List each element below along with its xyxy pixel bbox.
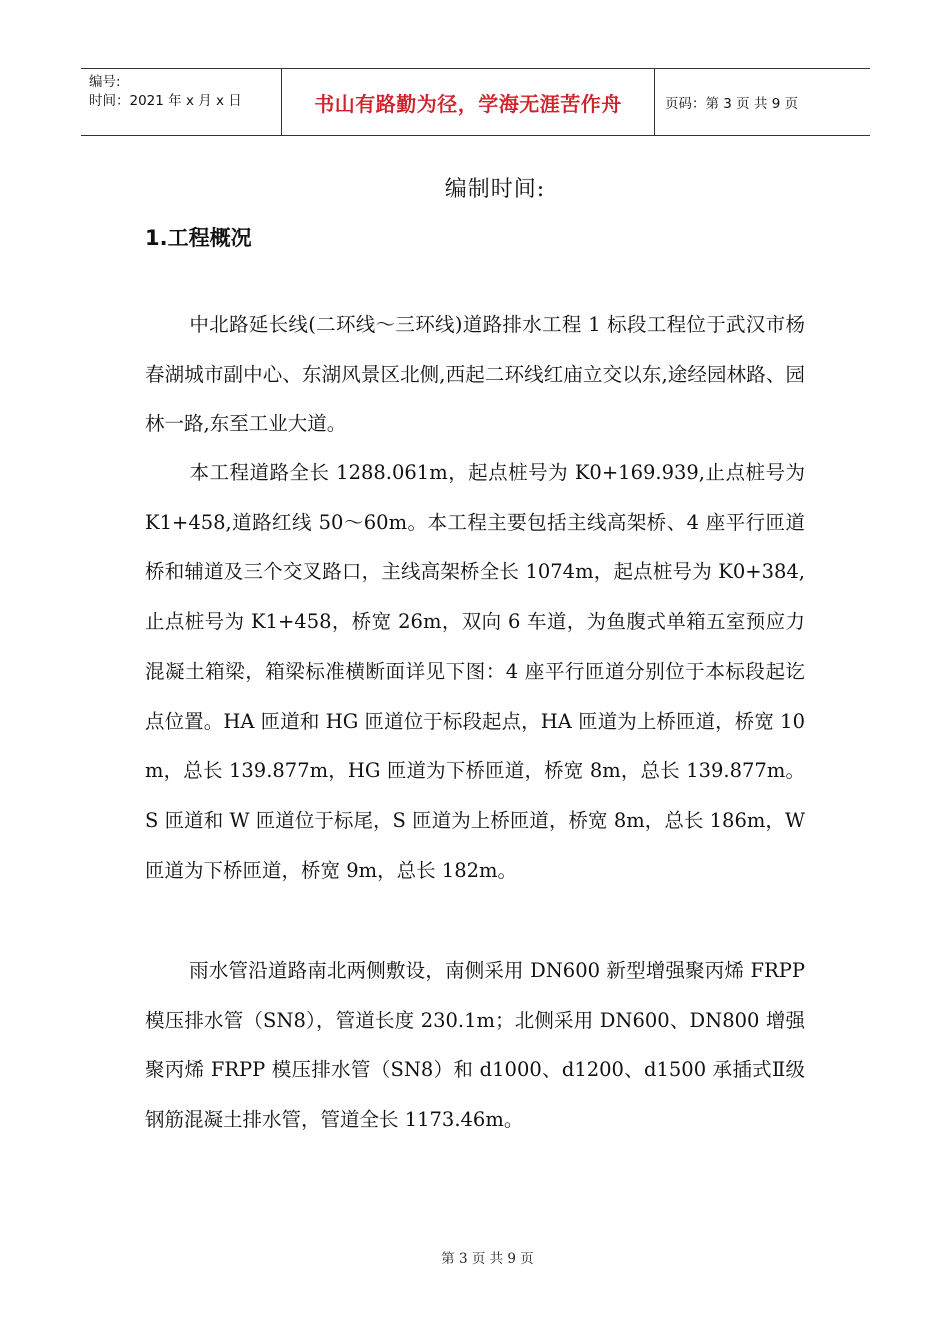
document-number-label: 编号: (89, 74, 121, 90)
paragraph-drainage (145, 946, 805, 1145)
paragraph-project-location (145, 300, 805, 449)
header-page-code: 页码：第 3 页 共 9 页 (665, 96, 799, 112)
header-motto: 书山有路勤为径，学海无涯苦作舟 (281, 69, 655, 135)
page-header (81, 68, 870, 136)
header-meta (81, 69, 281, 135)
compile-time-label: 编制时间: (444, 177, 546, 202)
document-time-label: 时间：2021 年 x 月 x 日 (89, 93, 242, 109)
paragraph-text: 本工程道路全长 1288.061m，起点桩号为 K0+169.939,止点桩号为 K1+458,道路红线 50～60m。本工程主要包括主线高架桥、4 座平行匝道桥和辅道及三个交叉路口，主线高架桥全长 1074m，起点桩号为 K0+384,止点桩号为 K1+458，桥宽 26m，双向 6 车道，为鱼腹式单箱五室预应力混凝土箱梁，箱梁标准横断面详见下图：4 座平行匝道分别位于本标段起讫点位置。HA 匝道和 HG 匝道位于标段起点，HA 匝道为上桥匝道，桥宽 10m，总长 139.877m，HG 匝道为下桥匝道，桥宽 8m，总长 139.877m。S 匝道和 W 匝道位于标尾，S 匝道为上桥匝道，桥宽 8m，总长 186m，W 匝道为下桥匝道，桥宽 9m，总长 182m。 (145, 461, 805, 882)
paragraph-text: 中北路延长线(二环线～三环线)道路排水工程 1 标段工程位于武汉市杨春湖城市副中心、东湖风景区北侧,西起二环线红庙立交以东,途经园林路、园林一路,东至工业大道。 (145, 313, 805, 436)
paragraph-road-bridge (145, 448, 805, 895)
page-footer: 第 3 页 共 9 页 (441, 1251, 534, 1267)
section-heading: 1.工程概况 (145, 226, 252, 250)
paragraph-text: 雨水管沿道路南北两侧敷设，南侧采用 DN600 新型增强聚丙烯 FRPP 模压排水管（SN8），管道长度 230.1m；北侧采用 DN600、DN800 增强聚丙烯 FRPP 模压排水管（SN8）和 d1000、d1200、d1500 承插式Ⅱ级钢筋混凝土排水管，管道全长 1173.46m。 (145, 959, 805, 1132)
